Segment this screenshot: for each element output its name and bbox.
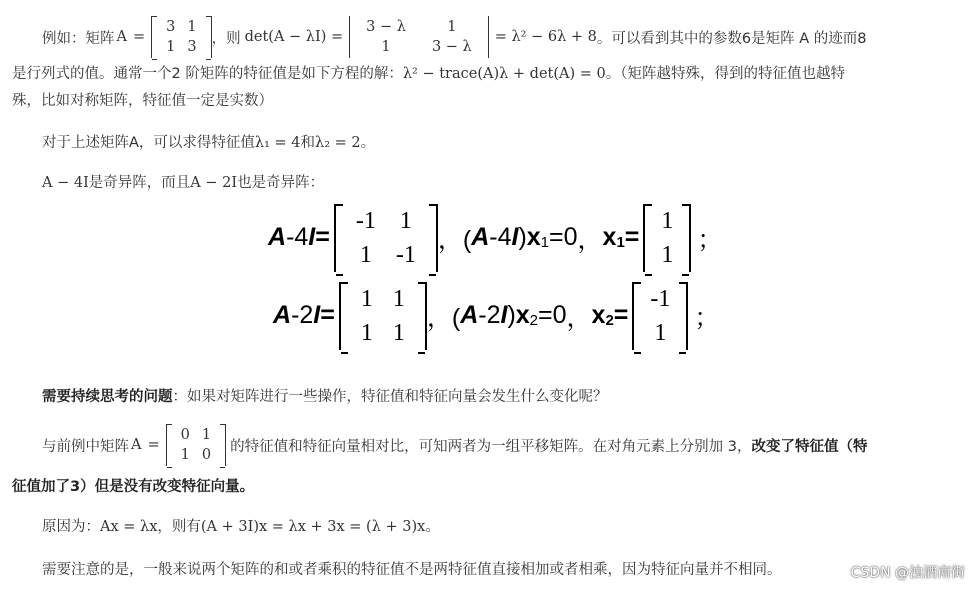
det-expression: det(A − λI) = xyxy=(244,29,344,45)
eq-subscript: 1 xyxy=(616,234,625,251)
para3-text2: 也是奇异阵： xyxy=(237,175,325,191)
eq-zero: =0 xyxy=(538,301,567,329)
equation-row-2 xyxy=(273,278,719,353)
characteristic-equation: λ² − trace(A)λ + det(A) = 0 xyxy=(402,66,606,82)
para6-then: ，则有 xyxy=(157,519,201,535)
matrix-cell: 1 xyxy=(392,285,405,312)
matrix-cell: 1 xyxy=(180,447,190,463)
para4-rest: ：如果对矩阵进行一些操作，特征值和特征向量会发生什么变化呢？ xyxy=(172,389,608,405)
para5-line1 xyxy=(42,422,867,468)
eq-symbol-x: x xyxy=(591,301,606,329)
eigenvector-x2 xyxy=(632,282,688,350)
eq-symbol-I: I xyxy=(308,223,316,251)
eigenvalue-1: λ₁ = 4 xyxy=(254,135,301,151)
para5-prefix: 与前例中矩阵 xyxy=(42,438,129,455)
matrix-cell: 1 xyxy=(399,207,412,234)
eq-semicolon: ； xyxy=(694,303,720,332)
eq-equals: = xyxy=(320,301,335,329)
eq-symbol-x: x xyxy=(526,223,541,251)
eigenvector-x1 xyxy=(643,204,691,272)
eq-symbol-x: x xyxy=(515,301,530,329)
para1-line2 xyxy=(12,62,845,83)
eq-equals: = xyxy=(624,223,640,251)
matrix-A-minus-4I: A − 4I xyxy=(42,175,89,191)
equals-sign: = xyxy=(147,437,160,453)
vector-cell: 1 xyxy=(661,207,674,234)
eq-semicolon: ； xyxy=(697,225,723,254)
matrix-cell: 1 xyxy=(359,241,372,268)
matrix-cell: 1 xyxy=(187,19,197,35)
para1-suffix: 。可以看到其中的参数6是矩阵 A 的迹而8 xyxy=(596,30,867,47)
para5-line2: 征值加了3）但是没有改变特征向量。 xyxy=(12,479,255,495)
matrix-cell: 1 xyxy=(201,427,212,443)
eq-punct: ) xyxy=(518,223,527,251)
eigenvalue-2: λ₂ = 2 xyxy=(315,135,361,151)
matrix-cell: -1 xyxy=(355,207,376,234)
matrix-swap xyxy=(166,424,226,466)
eq-symbol-I: I xyxy=(511,223,519,251)
eq-zero: =0 xyxy=(549,223,578,251)
period: 。 xyxy=(425,519,440,535)
watermark: CSDN @浊酒南街 xyxy=(850,565,965,581)
para2 xyxy=(42,131,375,152)
eq-symbol-A: A xyxy=(471,223,490,251)
eq-equals: = xyxy=(315,223,330,251)
matrix-cell: 1 xyxy=(447,19,457,35)
and-text: 和 xyxy=(300,135,316,151)
matrix-cell: 1 xyxy=(381,39,391,55)
vector-cell: 1 xyxy=(661,241,674,268)
eq-symbol-A: A xyxy=(268,223,287,251)
eq-subscript: 1 xyxy=(540,234,550,251)
matrix-A-minus-2I: A − 2I xyxy=(190,175,238,191)
para4-bold: 需要持续思考的问题 xyxy=(42,389,173,405)
matrix-cell: 0 xyxy=(180,427,190,443)
matrix-A-minus-2I-values xyxy=(339,282,427,350)
eigen-equation: Ax = λx xyxy=(100,519,158,535)
matrix-cell: 1 xyxy=(166,39,176,55)
equals-sign: = xyxy=(132,29,146,45)
eq-punct: ，( xyxy=(437,225,472,254)
para1-prefix: 例如：矩阵 xyxy=(42,30,115,47)
matrix-cell: -1 xyxy=(395,241,416,268)
para4 xyxy=(42,385,608,406)
eq-coefficient: -2 xyxy=(478,301,501,329)
eq-equals: = xyxy=(613,301,629,329)
eq-symbol-A: A xyxy=(460,301,479,329)
eq-subscript: 2 xyxy=(529,312,539,329)
eq-subscript: 2 xyxy=(605,312,614,329)
para6-prefix: 原因为： xyxy=(42,519,100,535)
equation-row-1 xyxy=(268,200,722,275)
matrix-cell: 1 xyxy=(360,285,373,312)
matrix-cell: 3 xyxy=(187,39,197,55)
para5-mid: 的特征值和特征向量相对比，可知两者为一组平移矩阵。在对角元素上分别加 3， xyxy=(230,438,752,455)
eq-coefficient: -4 xyxy=(489,223,512,251)
para1-line2-prefix: 是行列式的值。通常一个2 阶矩阵的特征值是如下方程的解： xyxy=(12,66,403,82)
para6 xyxy=(42,515,440,536)
eq-symbol-A: A xyxy=(273,301,292,329)
para3 xyxy=(42,171,324,192)
vector-cell: -1 xyxy=(650,285,671,312)
eq-punct: ) xyxy=(507,301,516,329)
matrix-cell: 1 xyxy=(360,319,373,346)
period: 。 xyxy=(360,135,376,151)
matrix-A-symbol: A xyxy=(116,29,127,45)
para1-line3: 殊，比如对称矩阵，特征值一定是实数） xyxy=(12,93,273,109)
eq-coefficient: -2 xyxy=(291,301,314,329)
matrix-A-symbol: A xyxy=(131,437,142,453)
eq-symbol-I: I xyxy=(500,301,508,329)
para2-prefix: 对于上述矩阵A，可以求得特征值 xyxy=(42,135,255,151)
matrix-cell: 1 xyxy=(392,319,405,346)
para3-text1: 是奇异阵，而且 xyxy=(88,175,191,191)
det-matrix xyxy=(349,16,489,58)
matrix-cell: 0 xyxy=(201,447,212,463)
matrix-A-minus-4I-values xyxy=(334,204,438,272)
matrix-cell: 3 − λ xyxy=(366,19,406,35)
eq-symbol-I: I xyxy=(313,301,321,329)
vector-cell: 1 xyxy=(654,319,667,346)
eq-symbol-x: x xyxy=(602,223,617,251)
eq-punct: ， xyxy=(577,225,603,254)
det-result: = λ² − 6λ + 8 xyxy=(494,29,597,45)
para7: 需要注意的是，一般来说两个矩阵的和或者乘积的特征值不是两特征值直接相加或者相乘，因为特征向量并不相同。 xyxy=(42,562,782,578)
then-text: ，则 xyxy=(211,30,241,47)
matrix-cell: 3 xyxy=(166,19,176,35)
matrix-cell: 3 − λ xyxy=(431,39,472,55)
para1-line2-suffix: 。（矩阵越特殊，得到的特征值也越特 xyxy=(605,66,845,82)
para1-line1 xyxy=(42,19,867,55)
para5-bold1: 改变了特征值（特 xyxy=(751,438,868,455)
shifted-eigen-equation: (A + 3I)x = λx + 3x = (λ + 3)x xyxy=(200,519,426,535)
matrix-A xyxy=(151,16,211,58)
eq-coefficient: -4 xyxy=(286,223,309,251)
eq-punct: ，( xyxy=(426,303,461,332)
eq-punct: ， xyxy=(566,303,592,332)
